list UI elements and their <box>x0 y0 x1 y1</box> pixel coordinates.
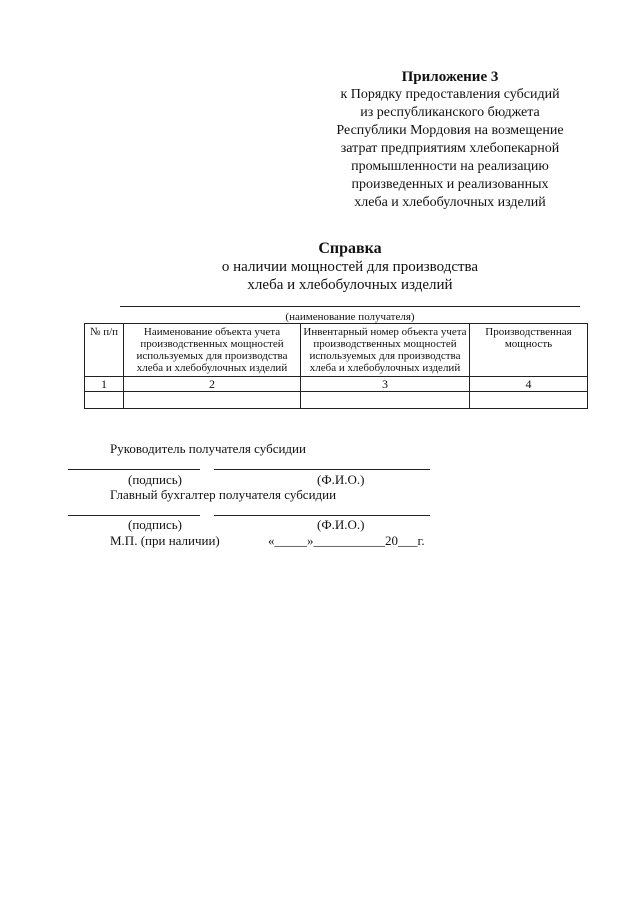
header-cell-number: № п/п <box>85 324 124 377</box>
recipient-name-line <box>120 306 580 307</box>
capacity-table <box>84 323 588 409</box>
head-signature-line <box>68 469 200 470</box>
appendix-line: из республиканского бюджета <box>360 105 540 120</box>
document-subtitle-line: хлеба и хлебобулочных изделий <box>247 277 453 293</box>
accountant-label: Главный бухгалтер получателя субсидии <box>110 487 337 502</box>
table-cell <box>301 392 470 409</box>
column-number-cell: 4 <box>470 377 588 392</box>
recipient-caption: (наименование получателя) <box>285 311 415 323</box>
head-label: Руководитель получателя субсидии <box>110 441 306 456</box>
table-cell <box>124 392 301 409</box>
accountant-signature-line <box>68 515 200 516</box>
appendix-line: произведенных и реализованных <box>351 177 549 192</box>
header-cell-object-name: Наименование объекта учета производственных мощностей используемых для производства хлеба и хлебобулочных изделий <box>124 324 301 377</box>
column-number-cell: 2 <box>124 377 301 392</box>
table-cell <box>470 392 588 409</box>
signature-caption: (подпись) <box>128 472 182 487</box>
name-caption: (Ф.И.О.) <box>317 517 365 532</box>
signature-caption: (подпись) <box>128 517 182 532</box>
table-row <box>85 392 588 409</box>
appendix-block <box>300 68 600 212</box>
document-heading <box>150 240 550 294</box>
name-caption: (Ф.И.О.) <box>317 472 365 487</box>
document-subtitle-line: о наличии мощностей для производства <box>221 259 479 275</box>
appendix-line: Республики Мордовия на возмещение <box>336 123 564 138</box>
header-cell-inventory-number: Инвентарный номер объекта учета производственных мощностей используемых для производства хлеба и хлебобулочных изделий <box>301 324 470 377</box>
table-header-row <box>85 324 588 377</box>
header-cell-capacity: Производственная мощность <box>470 324 588 377</box>
column-number-cell: 3 <box>301 377 470 392</box>
document-title: Справка <box>318 240 382 257</box>
head-name-line <box>214 469 430 470</box>
appendix-line: к Порядку предоставления субсидий <box>340 87 560 102</box>
column-number-cell: 1 <box>85 377 124 392</box>
appendix-line: хлеба и хлебобулочных изделий <box>354 195 546 210</box>
appendix-line: промышленности на реализацию <box>351 159 549 174</box>
date-field: «_____»___________20___г. <box>268 533 425 548</box>
appendix-title: Приложение 3 <box>401 69 499 85</box>
table-number-row <box>85 377 588 392</box>
table-cell <box>85 392 124 409</box>
accountant-name-line <box>214 515 430 516</box>
stamp-label: М.П. (при наличии) <box>110 533 220 548</box>
appendix-line: затрат предприятиям хлебопекарной <box>340 141 560 156</box>
